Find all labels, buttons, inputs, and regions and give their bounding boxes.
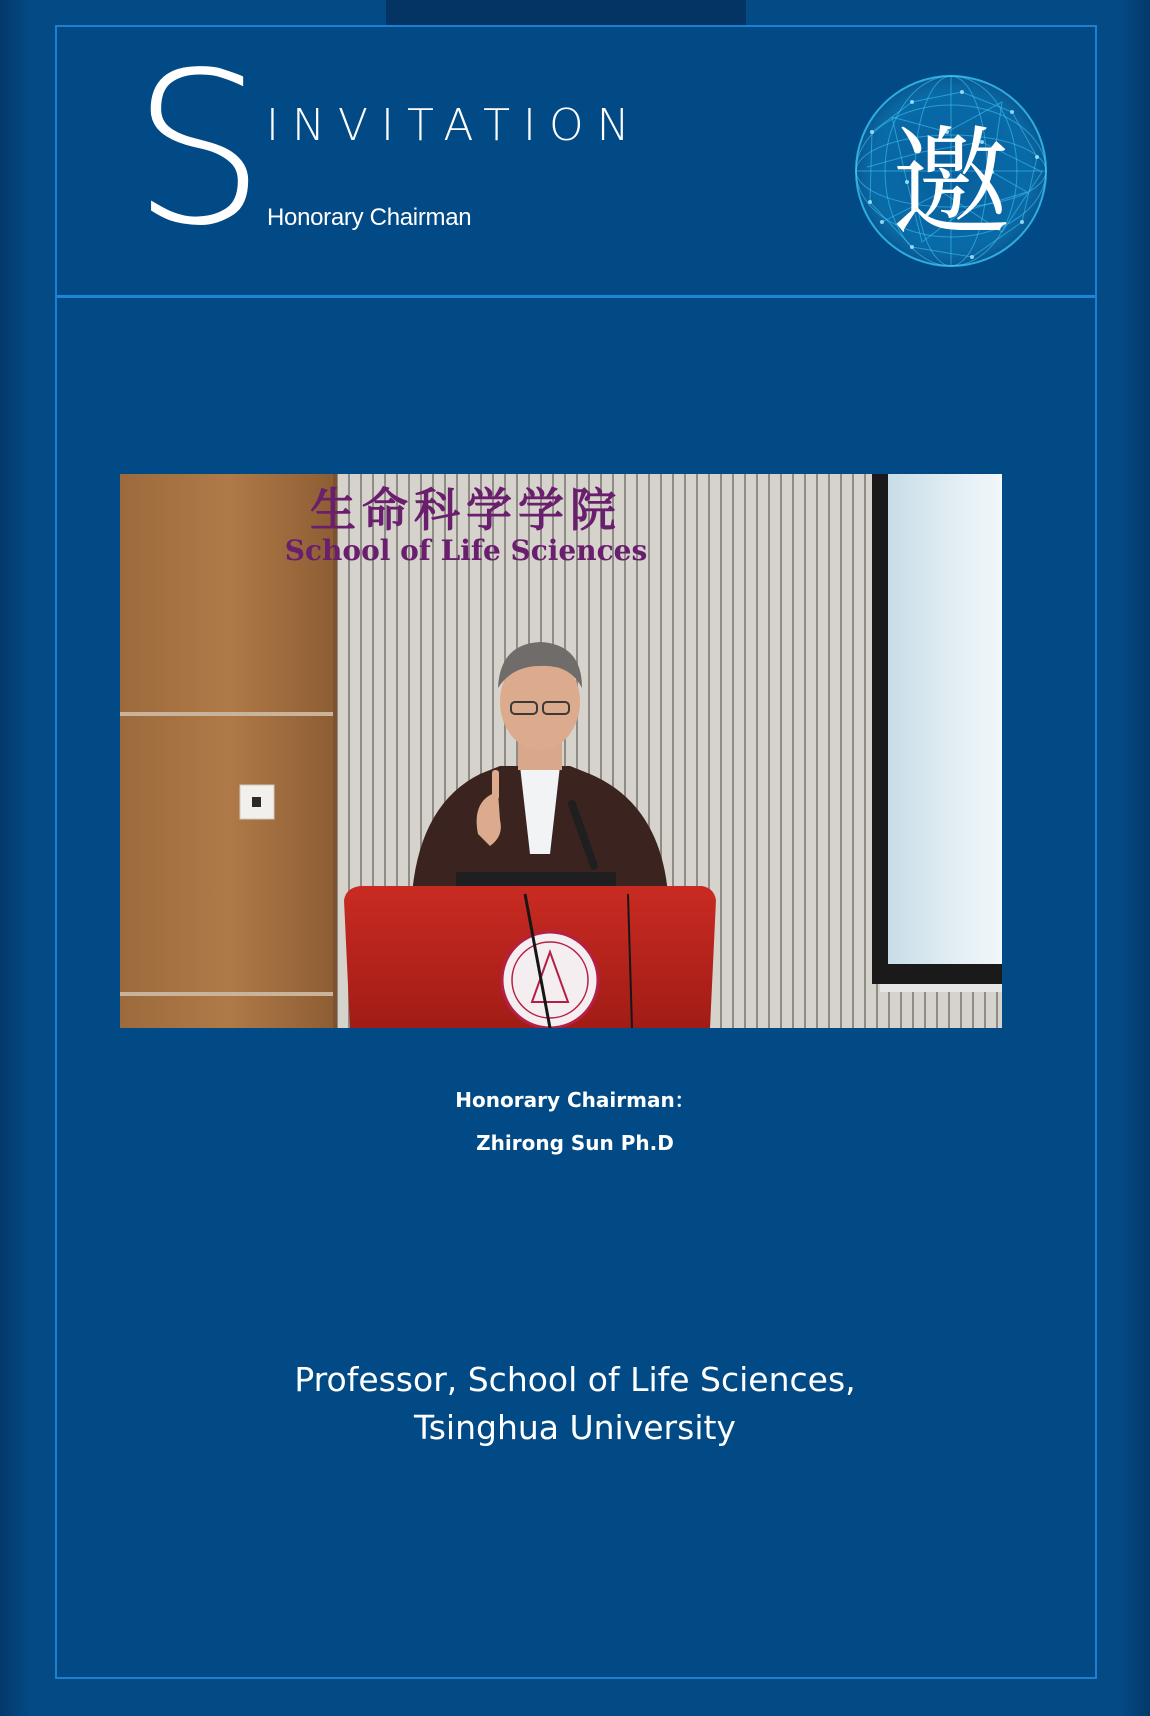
chairman-description <box>0 1356 1150 1452</box>
caption-label: Honorary Chairman： <box>455 1088 695 1112</box>
chairman-name: Zhirong Sun Ph.D <box>476 1131 674 1155</box>
decorative-letter: S <box>132 27 262 272</box>
globe-network-icon <box>852 72 1050 270</box>
sign-chinese-text: 生命科学学院 <box>310 483 622 537</box>
description-line-1: Professor, School of Life Sciences, <box>294 1360 856 1399</box>
page-subtitle: Honorary Chairman <box>267 204 472 231</box>
sign-english-text: School of Life Sciences <box>284 534 648 567</box>
description-line-2: Tsinghua University <box>414 1408 736 1447</box>
page-title: INVITATION <box>266 100 643 151</box>
header-divider <box>55 295 1097 298</box>
speaker-photo <box>120 474 1002 1028</box>
emblem-character: 邀 <box>891 114 1011 252</box>
